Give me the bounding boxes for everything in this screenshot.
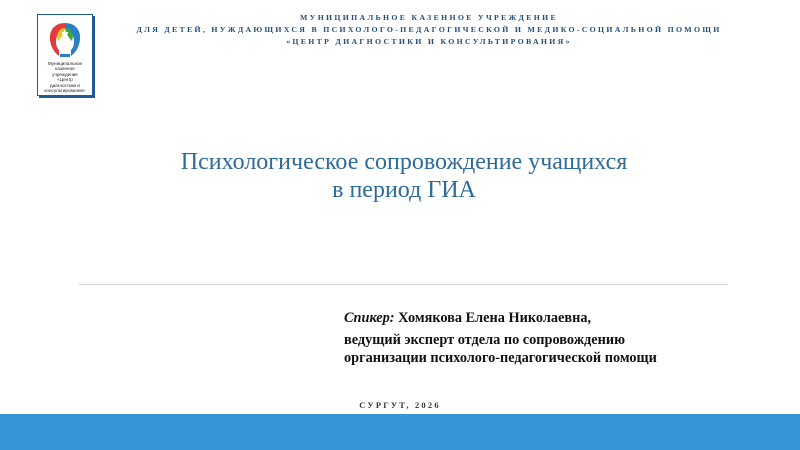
section-divider [79, 284, 728, 285]
logo-caption-line: консультирования» [44, 88, 86, 94]
logo-caption [40, 61, 90, 93]
logo-caption-line: казенное [55, 66, 75, 72]
org-header-line3: «ЦЕНТР ДИАГНОСТИКИ И КОНСУЛЬТИРОВАНИЯ» [286, 37, 572, 46]
slide-title-line1: Психологическое сопровождение учащихся [180, 149, 628, 175]
logo-emblem-icon [45, 20, 85, 60]
logo-caption-line: диагностики и [50, 82, 80, 88]
speaker-position-line2: организации психолого-педагогической помощи [344, 350, 657, 366]
bottom-accent-bar [0, 414, 800, 450]
speaker-label: Спикер: [344, 310, 395, 326]
organization-header [104, 12, 754, 48]
logo-caption-line: Муниципальное [47, 61, 83, 66]
city-year: СУРГУТ, 2026 [359, 400, 441, 410]
logo-caption-line: «Центр [57, 77, 73, 83]
org-header-line1: МУНИЦИПАЛЬНОЕ КАЗЕННОЕ УЧРЕЖДЕНИЕ [300, 13, 558, 22]
slide-title-line2: в период ГИА [332, 177, 476, 203]
logo-caption-line: учреждение [52, 71, 78, 77]
speaker-row [344, 309, 764, 327]
speaker-block [344, 309, 764, 367]
organization-logo [37, 14, 93, 96]
speaker-name: Хомякова Елена Николаевна, [398, 310, 592, 326]
org-header-line2: ДЛЯ ДЕТЕЙ, НУЖДАЮЩИХСЯ В ПСИХОЛОГО-ПЕДАГОГИЧЕСКОЙ И МЕДИКО-СОЦИАЛЬНОЙ ПОМОЩИ [136, 25, 722, 34]
slide-title [80, 148, 728, 204]
speaker-position-line1: ведущий эксперт отдела по сопровождению [344, 332, 626, 348]
